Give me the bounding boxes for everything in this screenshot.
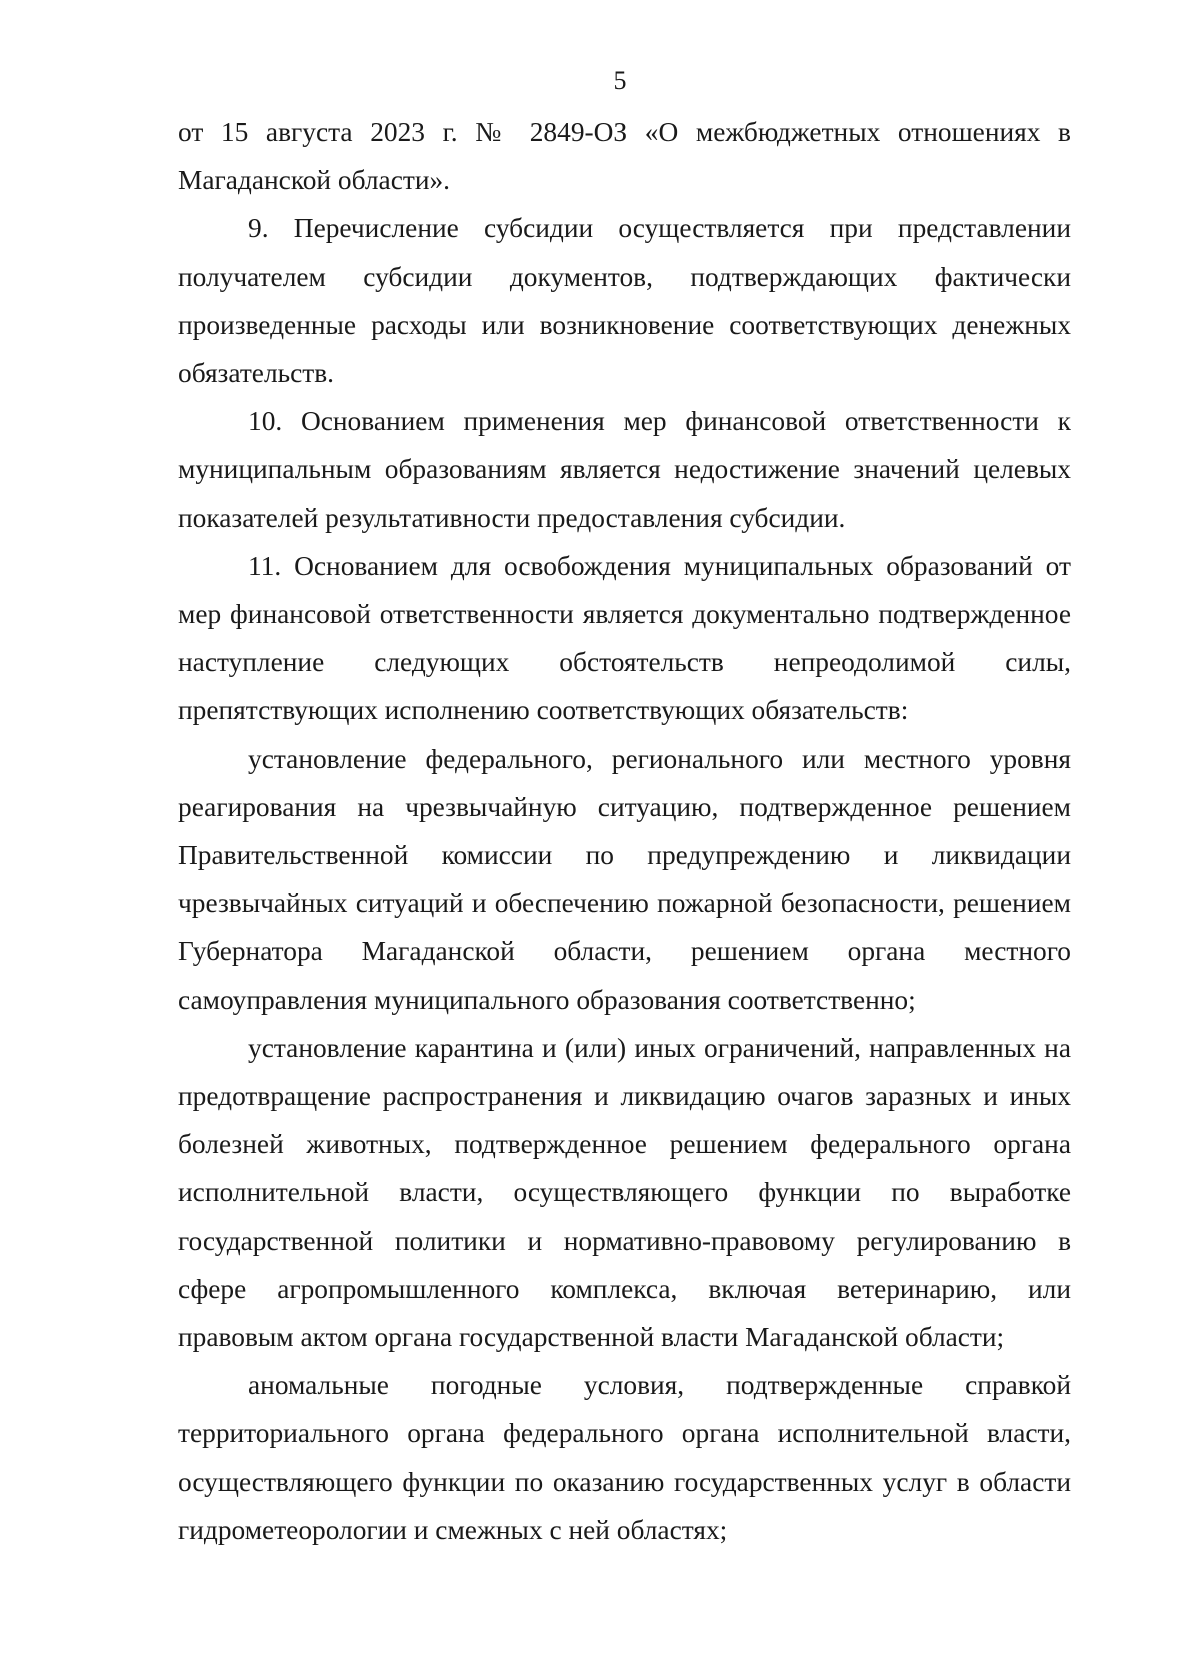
paragraph-clause-11-item-2: установление карантина и (или) иных ограничений, направленных на предотвращение распространения и ликвидацию очагов заразных и иных болезней животных, подтвержденное решением федерального органа исполнительной власти, осуществляющего функции по выработке государственной политики и нормативно-правовому регулированию в сфере агропромышленного комплекса, включая ветеринарию, или правовым актом органа государственной власти Магаданской области; [178, 1032, 1071, 1353]
page-number: 5 [613, 66, 627, 95]
paragraph-clause-9: 9. Перечисление субсидии осуществляется при представлении получателем субсидии документов, подтверждающих фактически произведенные расходы или возникновение соответствующих денежных обязательств. [178, 213, 1071, 389]
paragraph-continuation: от 15 августа 2023 г. № 2849-ОЗ «О межбюджетных отношениях в Магаданской области». [178, 117, 1071, 196]
document-body [178, 108, 1071, 1554]
paragraph-clause-11-item-3: аномальные погодные условия, подтвержденные справкой территориального органа федерального органа исполнительной власти, осуществляющего функции по оказанию государственных услуг в области гидрометеорологии и смежных с ней областях; [178, 1370, 1071, 1545]
paragraph-clause-11: 11. Основанием для освобождения муниципальных образований от мер финансовой ответственности является документально подтвержденное наступление следующих обстоятельств непреодолимой силы, препятствующих исполнению соответствующих обязательств: [178, 550, 1071, 726]
paragraph-clause-10: 10. Основанием применения мер финансовой ответственности к муниципальным образованиям является недостижение значений целевых показателей результативности предоставления субсидии. [178, 406, 1071, 533]
paragraph-clause-11-item-1: установление федерального, регионального или местного уровня реагирования на чрезвычайную ситуацию, подтвержденное решением Правительственной комиссии по предупреждению и ликвидации чрезвычайных ситуаций и обеспечению пожарной безопасности, решением Губернатора Магаданской области, решением органа местного самоуправления муниципального образования соответственно; [178, 743, 1071, 1015]
